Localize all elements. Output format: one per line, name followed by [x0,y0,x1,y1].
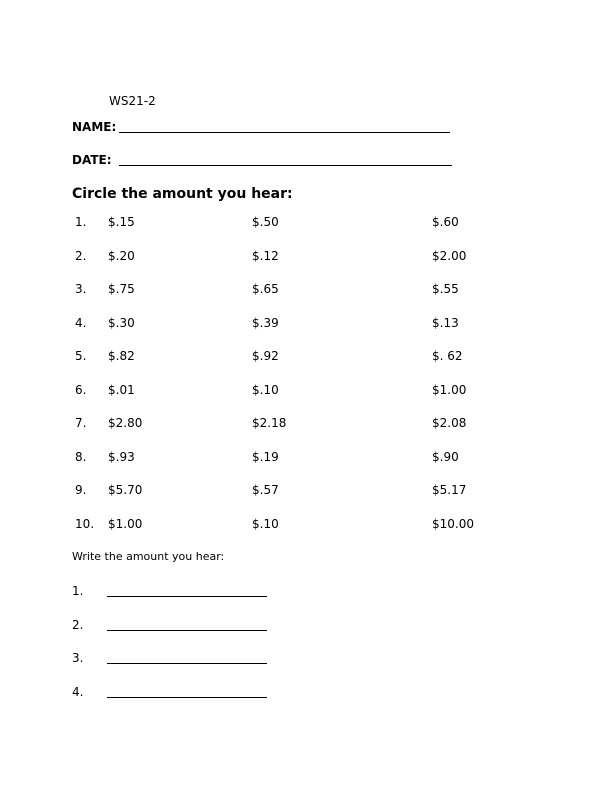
question-number: 7. [75,416,87,430]
amount-option[interactable]: $. 62 [432,349,463,363]
question-number: 4. [75,315,87,330]
amount-option[interactable]: $.30 [108,315,135,330]
amount-option[interactable]: $.20 [108,248,135,263]
amount-option[interactable]: $.75 [108,282,135,296]
amount-option[interactable]: $.60 [432,215,459,229]
worksheet-code: WS21-2 [109,94,156,108]
name-field-line[interactable] [119,132,450,133]
amount-option[interactable]: $1.00 [432,382,467,397]
amount-option[interactable]: $2.18 [252,416,287,430]
question-number: 10. [75,516,95,531]
answer-line[interactable] [107,663,267,664]
amount-option[interactable]: $.92 [252,349,279,363]
amount-option[interactable]: $.50 [252,215,279,229]
question-number: 2. [75,248,87,263]
amount-option[interactable]: $.19 [252,449,279,464]
circle-section-title: Circle the amount you hear: [72,186,293,202]
answer-line[interactable] [107,697,267,698]
write-item-number: 1. [72,584,84,598]
amount-option[interactable]: $.13 [432,315,459,330]
amount-option[interactable]: $.82 [108,349,135,363]
amount-option[interactable]: $.55 [432,282,459,296]
question-number: 5. [75,349,87,363]
answer-line[interactable] [107,596,267,597]
name-label: NAME: [72,120,117,134]
question-number: 1. [75,215,87,229]
question-number: 9. [75,483,87,497]
amount-option[interactable]: $.10 [252,516,279,531]
write-section-title: Write the amount you hear: [72,550,225,563]
amount-option[interactable]: $1.00 [108,516,143,531]
write-item-number: 2. [72,617,84,632]
question-number: 3. [75,282,87,296]
amount-option[interactable]: $.39 [252,315,279,330]
amount-option[interactable]: $2.08 [432,416,467,430]
question-number: 6. [75,382,87,397]
amount-option[interactable]: $10.00 [432,516,474,531]
question-number: 8. [75,449,87,464]
amount-option[interactable]: $5.70 [108,483,143,497]
amount-option[interactable]: $5.17 [432,483,467,497]
amount-option[interactable]: $.01 [108,382,135,397]
write-item-number: 3. [72,651,84,665]
answer-line[interactable] [107,630,267,631]
amount-option[interactable]: $.93 [108,449,135,464]
amount-option[interactable]: $.10 [252,382,279,397]
amount-option[interactable]: $.57 [252,483,279,497]
amount-option[interactable]: $.90 [432,449,459,464]
amount-option[interactable]: $.15 [108,215,135,229]
write-item-number: 4. [72,684,84,699]
amount-option[interactable]: $2.80 [108,416,143,430]
amount-option[interactable]: $2.00 [432,248,467,263]
amount-option[interactable]: $.12 [252,248,279,263]
amount-option[interactable]: $.65 [252,282,279,296]
date-label: DATE: [72,153,112,167]
date-field-line[interactable] [119,165,452,166]
